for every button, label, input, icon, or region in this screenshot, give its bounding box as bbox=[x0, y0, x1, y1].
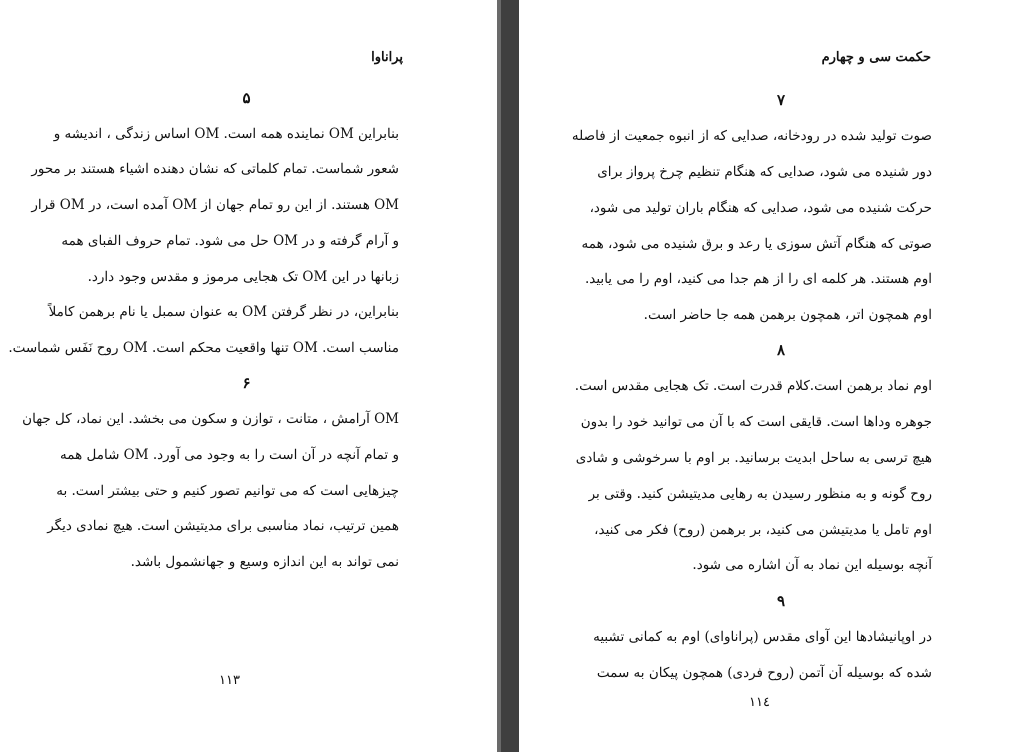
text-line: شعور شماست. تمام کلماتی که نشان دهنده اشیاء هستند بر محور bbox=[31, 161, 399, 177]
text-line: اوم همچون اتر، همچون برهمن همه جا حاضر است. bbox=[643, 307, 932, 323]
text-line: صوتی که هنگام آتش سوزی یا رعد و برق شنیده می شود، همه bbox=[581, 236, 932, 252]
text-line: صوت تولید شده در رودخانه، صدایی که از انبوه جمعیت از فاصله bbox=[571, 128, 932, 144]
text-line: روح گونه و به منظور رسیدن به رهایی مدیتیشن کنید. وقتی بر bbox=[588, 486, 932, 502]
text-line: اوم هستند. هر کلمه ای را از هم جدا می کنید، اوم را می یابید. bbox=[584, 271, 932, 287]
right-page-body bbox=[571, 0, 932, 700]
text-line: OM آرامش ، متانت ، توازن و سکون می بخشد. این نماد، کل جهان bbox=[22, 411, 399, 427]
text-line: اوم نماد برهمن است.کلام قدرت است. تک هجایی مقدس است. bbox=[574, 378, 932, 394]
text-line: اوم تامل یا مدیتیشن می کنید، بر برهمن (روح) فکر می کنید، bbox=[594, 522, 932, 538]
section-number: ۵ bbox=[242, 89, 251, 107]
text-line: حرکت شنیده می شود، صدایی که هنگام باران تولید می شود، bbox=[589, 200, 932, 216]
right-running-head: حکمت سی و چهارم bbox=[821, 50, 931, 65]
text-line: چیزهایی است که می توانیم تصور کنیم و حتی بیشتر است. به bbox=[56, 483, 399, 499]
left-page-body bbox=[8, 0, 399, 620]
right-page bbox=[519, 0, 1024, 752]
page-number: ۱۱۳ bbox=[219, 673, 240, 688]
section-number: ۶ bbox=[242, 374, 251, 392]
text-line: در اوپانیشادها این آوای مقدس (پراناوای) اوم به کمانی تشبیه bbox=[593, 629, 932, 645]
text-line: آنچه بوسیله این نماد به آن اشاره می شود. bbox=[692, 557, 932, 573]
text-line: همین ترتیب، نماد مناسبی برای مدیتیشن است. هیچ نمادی دیگر bbox=[47, 518, 399, 534]
section-number: ۹ bbox=[776, 592, 786, 610]
text-line: مناسب است. OM تنها واقعیت محکم است. OM روح نَفَس شماست. bbox=[8, 340, 399, 356]
text-line: دور شنیده می شود، صدایی که هنگام تنظیم چرخ پرواز برای bbox=[597, 164, 932, 180]
text-line: OM هستند. از این رو تمام جهان از OM آمده است، در OM قرار bbox=[31, 197, 399, 213]
text-line: و تمام آنچه در آن است را به وجود می آورد. OM شامل همه bbox=[60, 447, 399, 463]
text-line: نمی تواند به این اندازه وسیع و جهانشمول باشد. bbox=[130, 554, 399, 570]
text-line: هیچ ترسی به ساحل ابدیت برسانید. بر اوم با سرخوشی و شادی bbox=[575, 450, 932, 466]
text-line: بنابراین، در نظر گرفتن OM به عنوان سمبل یا نام برهمن کاملاً bbox=[48, 304, 399, 320]
text-line: و آرام گرفته و در OM حل می شود. تمام حروف الفبای همه bbox=[61, 233, 399, 249]
section-number: ۷ bbox=[776, 91, 786, 109]
left-page bbox=[0, 0, 497, 752]
text-line: شده که بوسیله آن آتمن (روح فردی) همچون پیکان به سمت bbox=[596, 665, 932, 681]
text-line: جوهره وداها است. قایقی است که با آن می توانید خود را بدون bbox=[580, 414, 932, 430]
left-running-head: پراناوا bbox=[371, 50, 403, 65]
text-line: بنابراین OM نماینده همه است. OM اساس زندگی ، اندیشه و bbox=[53, 126, 399, 142]
page-number: ۱۱٤ bbox=[749, 695, 770, 710]
text-line: زبانها در این OM تک هجایی مرموز و مقدس وجود دارد. bbox=[87, 269, 399, 285]
section-number: ۸ bbox=[776, 341, 786, 359]
gutter-edge bbox=[497, 0, 501, 752]
